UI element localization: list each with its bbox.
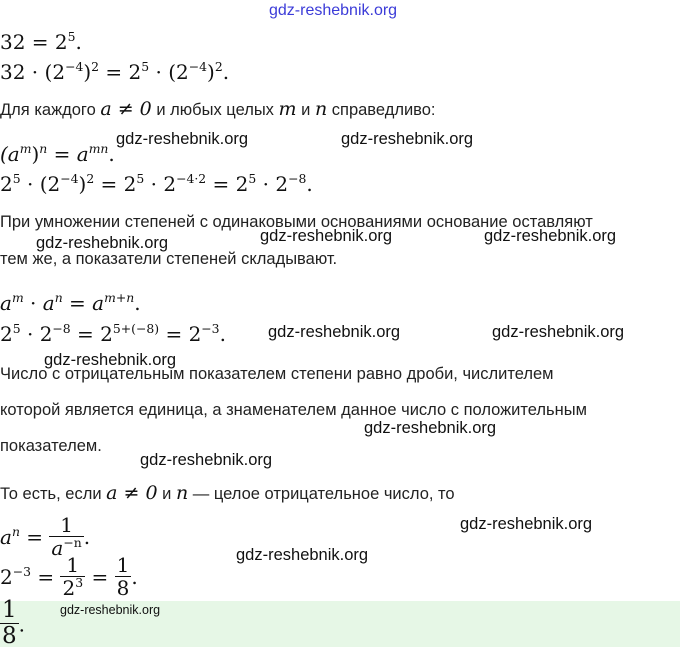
watermark: gdz-reshebnik.org — [364, 419, 497, 437]
watermark: gdz-reshebnik.org — [492, 323, 625, 341]
formula-product-of-powers: $a^m \cdot a^n = a^{m+n}$. — [0, 290, 141, 315]
watermark: gdz-reshebnik.org — [460, 515, 593, 533]
watermark: gdz-reshebnik.org — [36, 234, 169, 252]
equation-add-exponents: $2^5 \cdot 2^{-8} = 2^{5+(-8)} = 2^{-3}$. — [0, 321, 226, 346]
paragraph-that-is: То есть, если a ≠ 0 и n — целое отрицательное число, то — [0, 482, 455, 504]
paragraph-negative-exponent-line1: Число с отрицательным показателем степени равно дроби, числителем — [0, 365, 554, 383]
watermark: gdz-reshebnik.org — [140, 451, 273, 469]
paragraph-multiply-powers-line1: При умножении степеней с одинаковыми основаниями основание оставляют — [0, 213, 593, 231]
watermark: gdz-reshebnik.org — [268, 323, 401, 341]
formula-negative-exponent: $a^n$ = $\frac{1}{a^{-n}}$ . — [0, 513, 91, 560]
watermark: gdz-reshebnik.org — [236, 546, 369, 564]
watermark: gdz-reshebnik.org — [60, 603, 161, 617]
paragraph-negative-exponent-line3: показателем. — [0, 437, 102, 455]
formula-power-of-power: $(a^m)^n = a^{mn}$. — [0, 141, 115, 166]
watermark-top: gdz-reshebnik.org — [269, 2, 398, 19]
equation-apply-power-rule: $2^5 \cdot (2^{-4})^2 = 2^5 \cdot 2^{-4\cdot 2} = 2^5 \cdot 2^{-8}$. — [0, 171, 313, 196]
paragraph-negative-exponent-line2: которой является единица, а знаменателем данное число с положительным — [0, 401, 587, 419]
watermark: gdz-reshebnik.org — [260, 227, 393, 245]
watermark: gdz-reshebnik.org — [44, 351, 177, 369]
equation-expression-rewrite: $32 \cdot (2^{-4})^2 = 2^5 \cdot (2^{-4})^2$. — [0, 59, 230, 84]
paragraph-power-rule-intro: Для каждого a ≠ 0 и любых целых m и n справедливо: — [0, 98, 436, 120]
watermark: gdz-reshebnik.org — [484, 227, 617, 245]
paragraph-multiply-powers-line2: тем же, а показатели степеней складывают. — [0, 250, 338, 268]
equation-evaluate-result: $2^{-3}$ = $\frac{1}{2^3}$ = $\frac{1}{8}$ . — [0, 553, 138, 600]
watermark: gdz-reshebnik.org — [341, 130, 474, 148]
answer-value: $\frac{1}{8}$ . — [2, 597, 25, 650]
equation-32-power: $32 = 2^5$. — [0, 29, 82, 54]
watermark: gdz-reshebnik.org — [116, 130, 249, 148]
